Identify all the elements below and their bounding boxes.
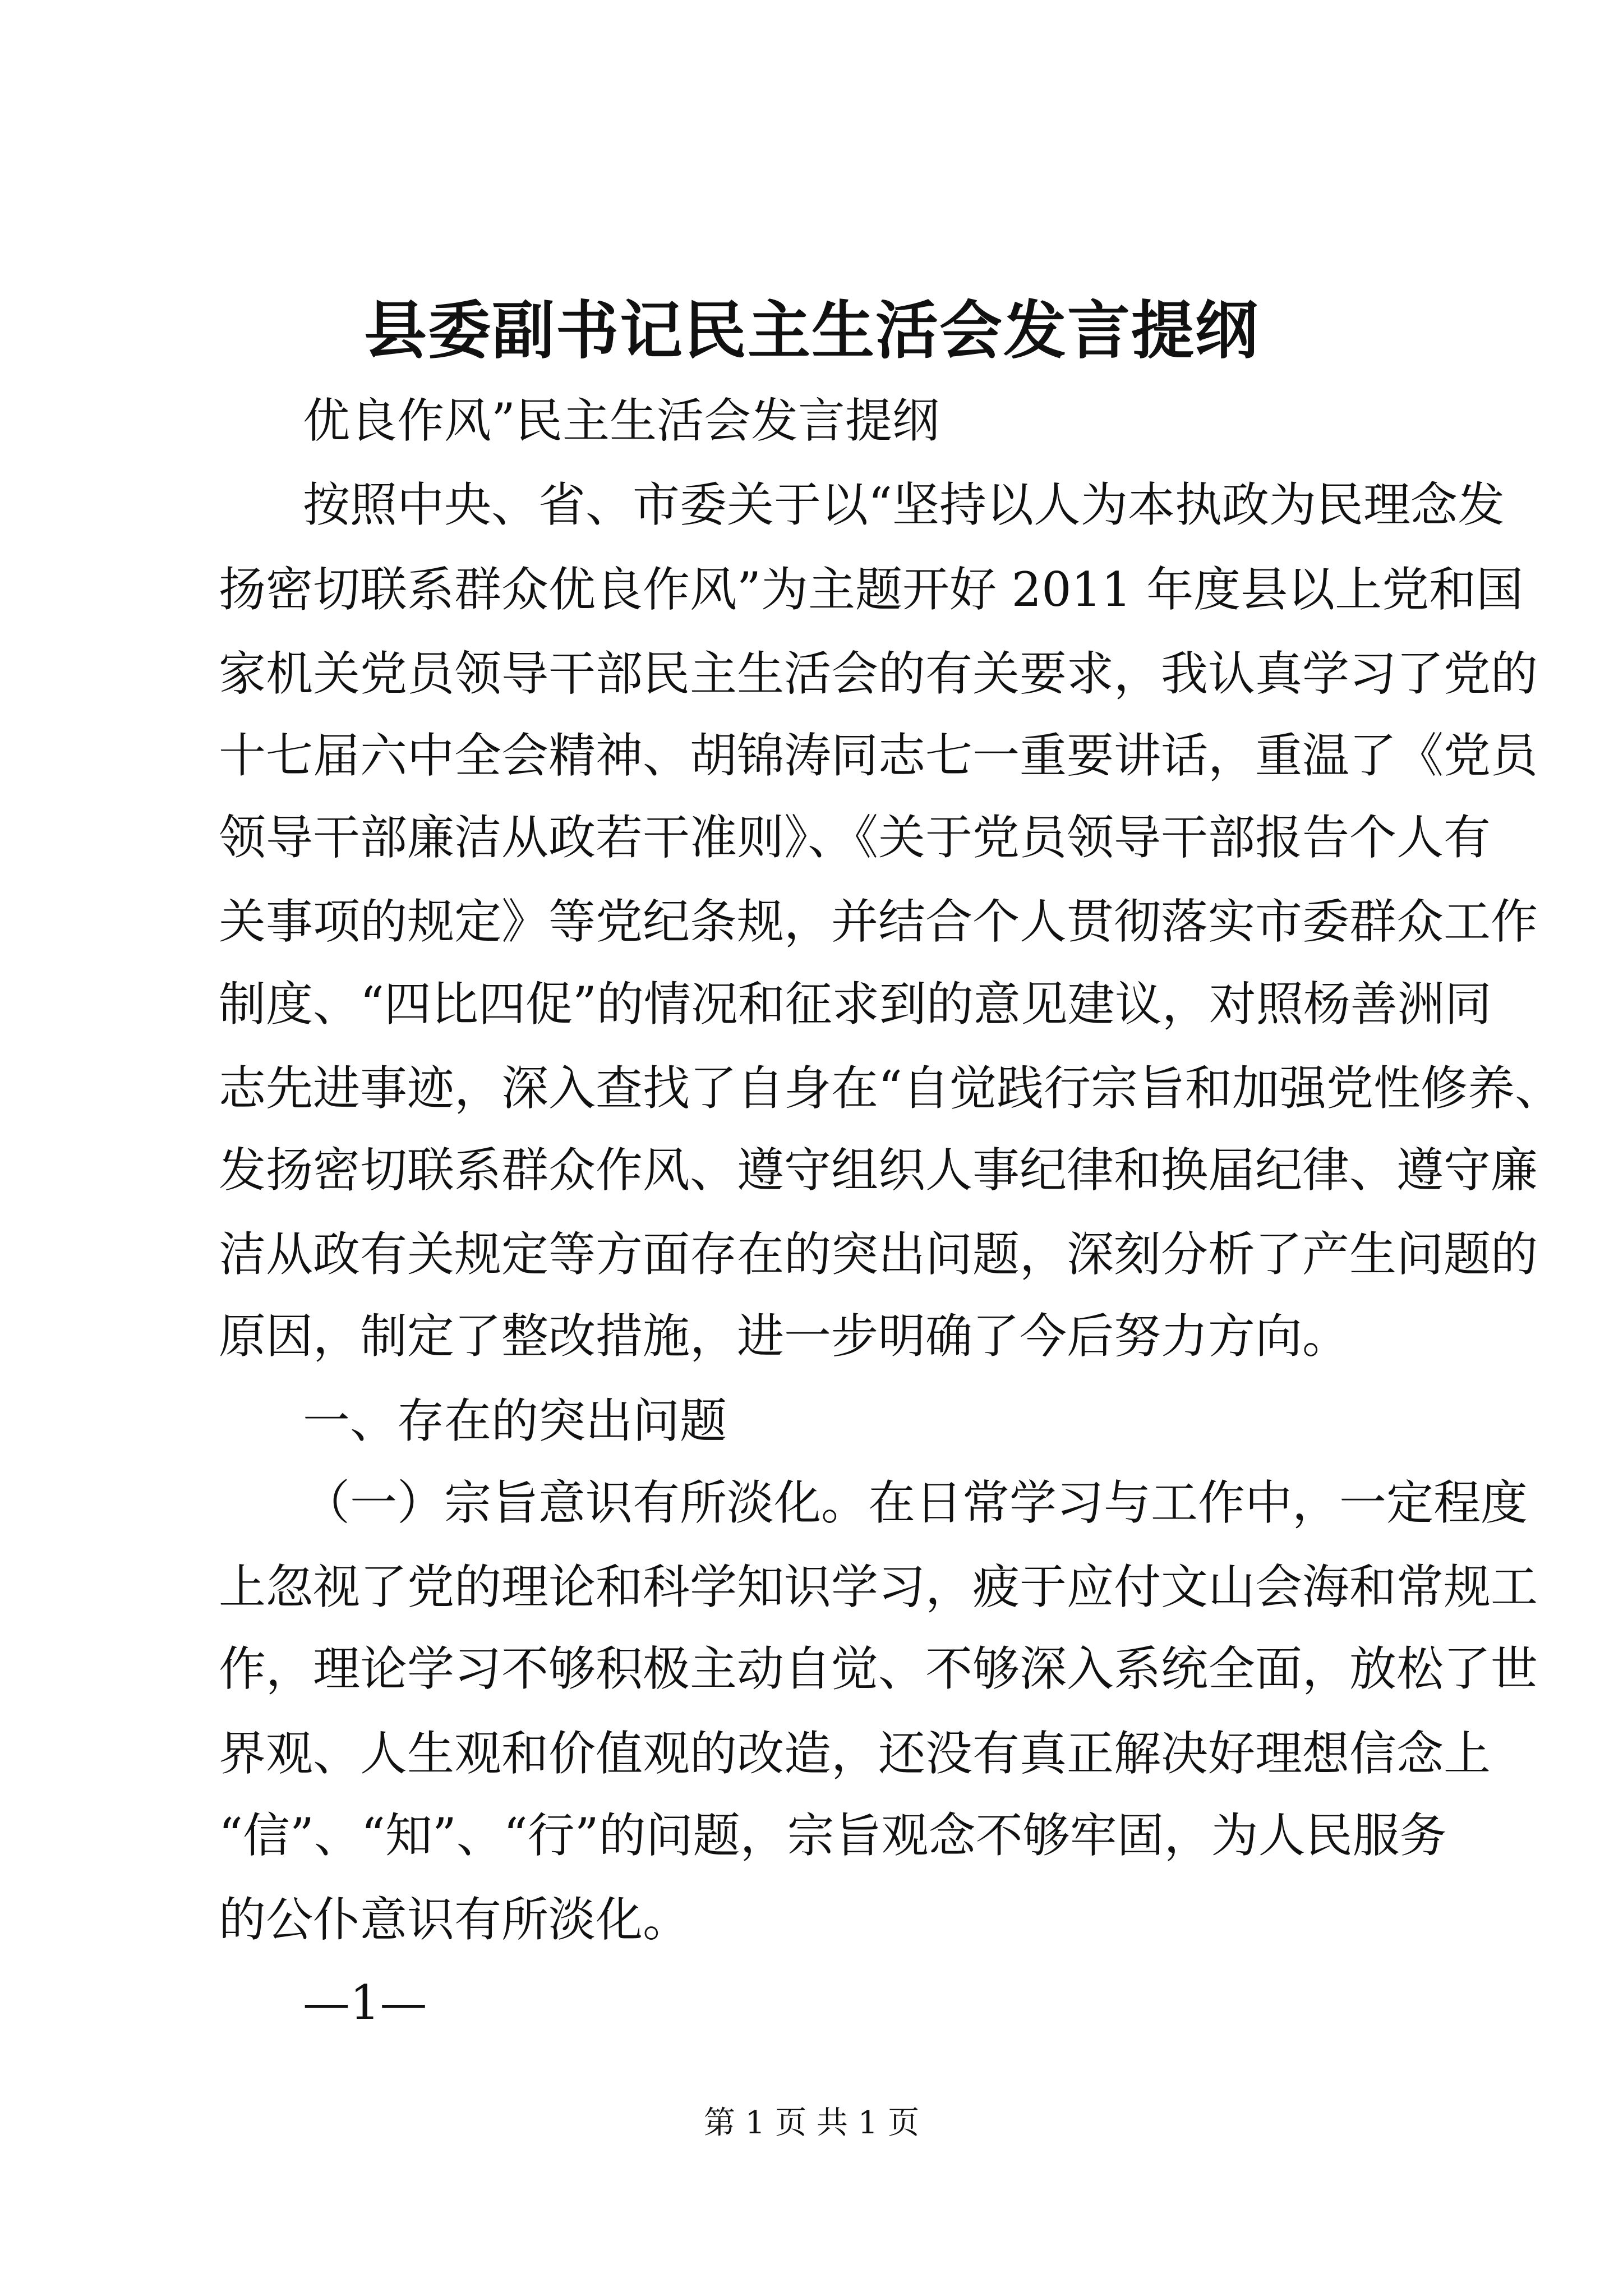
paragraph-line: 关事项的规定》等党纪条规，并结合个人贯彻落实市委群众工作 bbox=[219, 894, 1538, 949]
paragraph-line: 界观、人生观和价值观的改造，还没有真正解决好理想信念上 bbox=[219, 1726, 1491, 1781]
paragraph-line: （一）宗旨意识有所淡化。在日常学习与工作中，一定程度 bbox=[303, 1475, 1528, 1530]
section-heading: 一、存在的突出问题 bbox=[303, 1393, 727, 1448]
paragraph-line: 发扬密切联系群众作风、遵守组织人事纪律和换届纪律、遵守廉 bbox=[219, 1143, 1538, 1198]
paragraph-line: 家机关党员领导干部民主生活会的有关要求，我认真学习了党的 bbox=[219, 646, 1538, 701]
paragraph-line: 原因，制定了整改措施，进一步明确了今后努力方向。 bbox=[219, 1309, 1350, 1364]
paragraph-line: 领导干部廉洁从政若干准则》、《关于党员领导干部报告个人有 bbox=[219, 810, 1491, 865]
paragraph-line: 上忽视了党的理论和科学知识学习，疲于应付文山会海和常规工 bbox=[219, 1559, 1538, 1614]
paragraph-line: 按照中央、省、市委关于以“坚持以人为本执政为民理念发 bbox=[303, 477, 1505, 532]
subtitle-line: 优良作风”民主生活会发言提纲 bbox=[303, 393, 939, 448]
paragraph-line: 扬密切联系群众优良作风”为主题开好 2011 年度县以上党和国 bbox=[219, 562, 1524, 617]
paragraph-line: 作，理论学习不够积极主动自觉、不够深入系统全面，放松了世 bbox=[219, 1641, 1538, 1696]
page-footer: 第 1 页 共 1 页 bbox=[703, 2105, 920, 2141]
paragraph-line: 十七届六中全会精神、胡锦涛同志七一重要讲话，重温了《党员 bbox=[219, 728, 1538, 783]
paragraph-line: 洁从政有关规定等方面存在的突出问题，深刻分析了产生问题的 bbox=[219, 1227, 1538, 1282]
page-number: —1— bbox=[303, 1975, 427, 2030]
paragraph-line: 志先进事迹，深入查找了自身在“自觉践行宗旨和加强党性修养、 bbox=[219, 1061, 1562, 1116]
document-title: 县委副书记民主生活会发言提纲 bbox=[364, 294, 1259, 367]
paragraph-line: 制度、“四比四促”的情况和征求到的意见建议，对照杨善洲同 bbox=[219, 977, 1492, 1032]
paragraph-line: 的公仆意识有所淡化。 bbox=[219, 1892, 690, 1947]
paragraph-line: “信”、“知”、“行”的问题，宗旨观念不够牢固，为人民服务 bbox=[219, 1808, 1447, 1863]
